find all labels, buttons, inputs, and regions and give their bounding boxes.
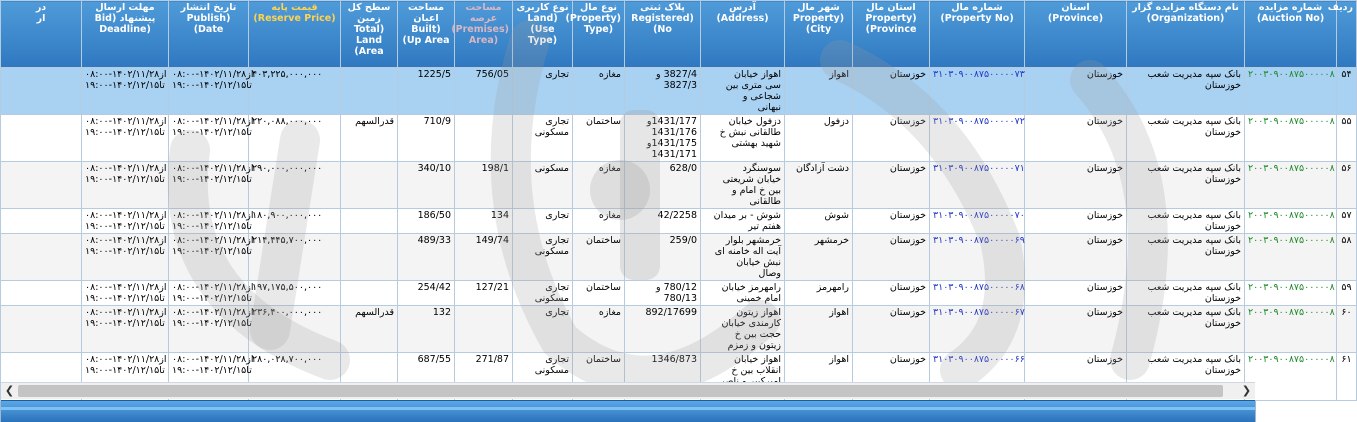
- cell-deadline: از۱۴۰۲/۱۱/۲۸-۰۸:۰۰ تا۱۴۰۲/۱۲/۱۵-۱۹:۰۰: [82, 115, 169, 162]
- cell-auction-no: ۲۰۰۳۰۹۰۰۸۷۵۰۰۰۰۰۸: [1245, 115, 1337, 162]
- horizontal-scrollbar[interactable]: [1, 382, 1255, 399]
- cell-land-use: تجاری: [513, 68, 573, 115]
- cell-premises-area: [455, 115, 513, 162]
- cell-registered-no: 1346/873: [625, 353, 701, 401]
- cell-property-no: ۳۱۰۳۰۹۰۰۸۷۵۰۰۰۰۰۶۸: [930, 281, 1025, 306]
- cell-deadline: از۱۴۰۲/۱۱/۲۸-۰۸:۰۰ تا۱۴۰۲/۱۲/۱۵-۱۹:۰۰: [82, 234, 169, 281]
- column-header-total-land-area: سطح کل زمین (Total Land Area): [341, 1, 398, 68]
- column-header-registered-no: پلاک ثبتی (Registered No): [625, 1, 701, 68]
- cell-property-no: ۳۱۰۳۰۹۰۰۸۷۵۰۰۰۰۰۷۳: [930, 68, 1025, 115]
- cell-address: شوش - بر میدان هفتم تیر: [701, 209, 785, 234]
- cell-publish-date: از۱۴۰۲/۱۱/۲۸-۰۸:۰۰ تا۱۴۰۲/۱۲/۱۵-۱۹:۰۰: [169, 115, 249, 162]
- cell-property-no: ۳۱۰۳۰۹۰۰۸۷۵۰۰۰۰۰۷۱: [930, 162, 1025, 209]
- cell-property-no: ۳۱۰۳۰۹۰۰۸۷۵۰۰۰۰۰۶۶: [930, 353, 1025, 401]
- cell-extra: [1, 209, 82, 234]
- cell-province: خوزستان: [1025, 234, 1127, 281]
- cell-deadline: از۱۴۰۲/۱۱/۲۸-۰۸:۰۰ تا۱۴۰۲/۱۲/۱۵-۱۹:۰۰: [82, 353, 169, 401]
- cell-publish-date: از۱۴۰۲/۱۱/۲۸-۰۸:۰۰ تا۱۴۰۲/۱۲/۱۵-۱۹:۰۰: [169, 209, 249, 234]
- cell-deadline: از۱۴۰۲/۱۱/۲۸-۰۸:۰۰ تا۱۴۰۲/۱۲/۱۵-۱۹:۰۰: [82, 306, 169, 353]
- scrollbar-thumb[interactable]: [18, 385, 1223, 397]
- cell-premises-area: 198/1: [455, 162, 513, 209]
- cell-province: خوزستان: [1025, 353, 1127, 401]
- cell-reserve-price: ۲۱۴,۴۴۵,۷۰۰,۰۰۰: [249, 234, 341, 281]
- cell-organization: بانک سپه مدیریت شعب خوزستان: [1127, 209, 1245, 234]
- cell-address: خرمشهر بلوار آیت اله خامنه ای نبش خیابان وصال: [701, 234, 785, 281]
- cell-radif: ۵۴: [1337, 68, 1357, 115]
- cell-radif: ۵۶: [1337, 162, 1357, 209]
- cell-property-province: خوزستان: [853, 281, 930, 306]
- cell-reserve-price: ۱۹۷,۱۷۵,۵۰۰,۰۰۰: [249, 281, 341, 306]
- cell-publish-date: از۱۴۰۲/۱۱/۲۸-۰۸:۰۰ تا۱۴۰۲/۱۲/۱۵-۱۹:۰۰: [169, 234, 249, 281]
- column-header-property-city: شهر مال (Property City): [785, 1, 853, 68]
- cell-address: اهواز خیابان سی متری بین شجاعی و نبهانی: [701, 68, 785, 115]
- cell-property-type: مغازه: [573, 306, 625, 353]
- cell-property-city: دشت آزادگان: [785, 162, 853, 209]
- cell-property-no: ۳۱۰۳۰۹۰۰۸۷۵۰۰۰۰۰۶۷: [930, 306, 1025, 353]
- cell-land-use: تجاری: [513, 209, 573, 234]
- cell-property-province: خوزستان: [853, 68, 930, 115]
- cell-land-use: تجاری مسکونی: [513, 115, 573, 162]
- cell-registered-no: 3827/4 و 3827/3: [625, 68, 701, 115]
- column-header-property-province: استان مال (Property Province): [853, 1, 930, 68]
- cell-built-up-area: 254/42: [398, 281, 455, 306]
- cell-premises-area: 127/21: [455, 281, 513, 306]
- cell-organization: بانک سپه مدیریت شعب خوزستان: [1127, 115, 1245, 162]
- cell-address: اهواز خیابان انقلاب بین خ: [701, 353, 785, 401]
- cell-extra: [1, 306, 82, 353]
- cell-built-up-area: 710/9: [398, 115, 455, 162]
- cell-built-up-area: 489/33: [398, 234, 455, 281]
- cell-property-type: مغازه: [573, 162, 625, 209]
- column-header-premises-area: مساحت عرصه (Premises) (Area: [455, 1, 513, 68]
- cell-auction-no: ۲۰۰۳۰۹۰۰۸۷۵۰۰۰۰۰۸: [1245, 234, 1337, 281]
- cell-property-province: خوزستان: [853, 353, 930, 401]
- table-row[interactable]: [1, 281, 1357, 306]
- cell-property-city: شوش: [785, 209, 853, 234]
- cell-organization: بانک سپه مدیریت شعب خوزستان: [1127, 353, 1245, 401]
- scrollbar-track[interactable]: [18, 385, 1238, 397]
- chevron-left-icon[interactable]: ❮: [4, 384, 15, 397]
- column-header-land-use: نوع کاربری (Land Use) (Type: [513, 1, 573, 68]
- cell-auction-no: ۲۰۰۳۰۹۰۰۸۷۵۰۰۰۰۰۸: [1245, 353, 1337, 401]
- table-row[interactable]: [1, 115, 1357, 162]
- cell-extra: [1, 68, 82, 115]
- cell-property-province: خوزستان: [853, 209, 930, 234]
- cell-built-up-area: 186/50: [398, 209, 455, 234]
- footer-divider: [1, 407, 1255, 410]
- cell-address: سوسنگرد خیابان شریعتی بین خ امام و طالقانی: [701, 162, 785, 209]
- cell-address: اهواز زیتون کارمندی خیابان حجت بین خ زیتون و زمزم: [701, 306, 785, 353]
- cell-publish-date: از۱۴۰۲/۱۱/۲۸-۰۸:۰۰ تا۱۴۰۲/۱۲/۱۵-۱۹:۰۰: [169, 68, 249, 115]
- table-row[interactable]: [1, 209, 1357, 234]
- cell-premises-area: 149/74: [455, 234, 513, 281]
- cell-property-city: خرمشهر: [785, 234, 853, 281]
- cell-deadline: از۱۴۰۲/۱۱/۲۸-۰۸:۰۰ تا۱۴۰۲/۱۲/۱۵-۱۹:۰۰: [82, 281, 169, 306]
- cell-auction-no: ۲۰۰۳۰۹۰۰۸۷۵۰۰۰۰۰۸: [1245, 306, 1337, 353]
- cell-reserve-price: ۱۸۰,۹۰۰,۰۰۰,۰۰۰: [249, 209, 341, 234]
- cell-extra: [1, 162, 82, 209]
- cell-auction-no: ۲۰۰۳۰۹۰۰۸۷۵۰۰۰۰۰۸: [1245, 68, 1337, 115]
- cell-land-use: تجاری: [513, 306, 573, 353]
- column-header-auction-no: شماره مزایده (Auction No): [1245, 1, 1337, 68]
- column-header-property-type: نوع مال (Property) (Type: [573, 1, 625, 68]
- cell-property-city: دزفول: [785, 115, 853, 162]
- cell-auction-no: ۲۰۰۳۰۹۰۰۸۷۵۰۰۰۰۰۸: [1245, 281, 1337, 306]
- cell-organization: بانک سپه مدیریت شعب خوزستان: [1127, 281, 1245, 306]
- cell-extra: [1, 281, 82, 306]
- cell-reserve-price: ۴۰۳,۲۲۵,۰۰۰,۰۰۰: [249, 68, 341, 115]
- cell-publish-date: از۱۴۰۲/۱۱/۲۸-۰۸:۰۰ تا۱۴۰۲/۱۲/۱۵-۱۹:۰۰: [169, 162, 249, 209]
- cell-registered-no: 892/17699: [625, 306, 701, 353]
- cell-premises-area: 271/87: [455, 353, 513, 401]
- cell-publish-date: از۱۴۰۲/۱۱/۲۸-۰۸:۰۰ تا۱۴۰۲/۱۲/۱۵-۱۹:۰۰: [169, 306, 249, 353]
- cell-radif: ۶۰: [1337, 306, 1357, 353]
- cell-property-type: ساختمان: [573, 115, 625, 162]
- cell-built-up-area: 1225/5: [398, 68, 455, 115]
- cell-radif: ۵۷: [1337, 209, 1357, 234]
- cell-organization: بانک سپه مدیریت شعب خوزستان: [1127, 162, 1245, 209]
- cell-province: خوزستان: [1025, 115, 1127, 162]
- cell-property-no: ۳۱۰۳۰۹۰۰۸۷۵۰۰۰۰۰۶۹: [930, 234, 1025, 281]
- column-header-publish-date: تاریخ انتشار (Publish Date): [169, 1, 249, 68]
- cell-property-city: اهواز: [785, 306, 853, 353]
- column-header-built-up-area: مساحت اعیان (Built Up Area): [398, 1, 455, 68]
- cell-property-type: ساختمان: [573, 234, 625, 281]
- table-row[interactable]: [1, 162, 1357, 209]
- cell-total-land-area: [341, 209, 398, 234]
- cell-radif: ۵۵: [1337, 115, 1357, 162]
- cell-auction-no: ۲۰۰۳۰۹۰۰۸۷۵۰۰۰۰۰۸: [1245, 162, 1337, 209]
- cell-registered-no: 1431/177و 1431/176 1431/175و 1431/171: [625, 115, 701, 162]
- cell-auction-no: ۲۰۰۳۰۹۰۰۸۷۵۰۰۰۰۰۸: [1245, 209, 1337, 234]
- cell-premises-area: 134: [455, 209, 513, 234]
- cell-registered-no: 780/12 و 780/13: [625, 281, 701, 306]
- column-header-extra: در ار: [1, 1, 82, 68]
- cell-publish-date: از۱۴۰۲/۱۱/۲۸-۰۸:۰۰ تا۱۴۰۲/۱۲/۱۵-۱۹:۰۰: [169, 281, 249, 306]
- cell-organization: بانک سپه مدیریت شعب خوزستان: [1127, 234, 1245, 281]
- cell-radif: ۵۸: [1337, 234, 1357, 281]
- chevron-right-icon[interactable]: ❯: [1241, 384, 1252, 397]
- column-header-province: استان (Province): [1025, 1, 1127, 68]
- cell-property-city: اهواز: [785, 68, 853, 115]
- column-header-reserve-price: قیمت پایه (Reserve Price): [249, 1, 341, 68]
- cell-total-land-area: [341, 234, 398, 281]
- cell-built-up-area: 132: [398, 306, 455, 353]
- cell-radif: ۵۹: [1337, 281, 1357, 306]
- cell-built-up-area: 340/10: [398, 162, 455, 209]
- cell-property-province: خوزستان: [853, 306, 930, 353]
- header-row: [1, 1, 1357, 68]
- cell-total-land-area: قدرالسهم: [341, 115, 398, 162]
- table-body: [1, 68, 1357, 401]
- cell-publish-date: از۱۴۰۲/۱۱/۲۸-۰۸:۰۰ تا۱۴۰۲/۱۲/۱۵-۱۹:۰۰: [169, 353, 249, 401]
- cell-reserve-price: ۲۸۰,۰۲۸,۷۰۰,۰۰۰: [249, 353, 341, 401]
- cell-deadline: از۱۴۰۲/۱۱/۲۸-۰۸:۰۰ تا۱۴۰۲/۱۲/۱۵-۱۹:۰۰: [82, 162, 169, 209]
- cell-reserve-price: ۲۳۶,۴۰۰,۰۰۰,۰۰۰: [249, 306, 341, 353]
- cell-property-type: ساختمان: [573, 281, 625, 306]
- cell-property-city: اهواز: [785, 353, 853, 401]
- table-row[interactable]: [1, 234, 1357, 281]
- cell-reserve-price: ۲۹۰,۰۰۰,۰۰۰,۰۰۰: [249, 162, 341, 209]
- footer-bar: [1, 400, 1255, 422]
- table-row[interactable]: [1, 306, 1357, 353]
- cell-address: دزفول خیابان طالقانی نبش خ شهید بهشتی: [701, 115, 785, 162]
- cell-radif: ۶۱: [1337, 353, 1357, 401]
- cell-total-land-area: قدرالسهم: [341, 306, 398, 353]
- column-header-property-no: شماره مال (Property No): [930, 1, 1025, 68]
- cell-registered-no: 259/0: [625, 234, 701, 281]
- cell-property-no: ۳۱۰۳۰۹۰۰۸۷۵۰۰۰۰۰۷۲: [930, 115, 1025, 162]
- cell-deadline: از۱۴۰۲/۱۱/۲۸-۰۸:۰۰ تا۱۴۰۲/۱۲/۱۵-۱۹:۰۰: [82, 209, 169, 234]
- cell-property-province: خوزستان: [853, 234, 930, 281]
- cell-organization: بانک سپه مدیریت شعب خوزستان: [1127, 306, 1245, 353]
- cell-premises-area: 756/05: [455, 68, 513, 115]
- cell-province: خوزستان: [1025, 281, 1127, 306]
- cell-property-city: رامهرمز: [785, 281, 853, 306]
- cell-premises-area: [455, 306, 513, 353]
- cell-land-use: مسکونی: [513, 162, 573, 209]
- cell-property-type: مغازه: [573, 209, 625, 234]
- cell-registered-no: 628/0: [625, 162, 701, 209]
- cell-reserve-price: ۲۲۰,۰۸۸,۰۰۰,۰۰۰: [249, 115, 341, 162]
- cell-land-use: تجاری مسکونی: [513, 353, 573, 401]
- column-header-deadline: مهلت ارسال پیشنهاد (Bid (Deadline: [82, 1, 169, 68]
- cell-built-up-area: 687/55: [398, 353, 455, 401]
- cell-property-type: ساختمان: [573, 353, 625, 401]
- cell-property-no: ۳۱۰۳۰۹۰۰۸۷۵۰۰۰۰۰۷۰: [930, 209, 1025, 234]
- cell-total-land-area: [341, 162, 398, 209]
- cell-province: خوزستان: [1025, 209, 1127, 234]
- cell-total-land-area: [341, 68, 398, 115]
- cell-province: خوزستان: [1025, 68, 1127, 115]
- cell-total-land-area: [341, 281, 398, 306]
- cell-province: خوزستان: [1025, 306, 1127, 353]
- cell-property-type: مغازه: [573, 68, 625, 115]
- cell-land-use: تجاری مسکونی: [513, 234, 573, 281]
- column-header-address: آدرس (Address): [701, 1, 785, 68]
- cell-property-province: خوزستان: [853, 162, 930, 209]
- cell-organization: بانک سپه مدیریت شعب خوزستان: [1127, 68, 1245, 115]
- column-header-organization: نام دستگاه مزایده گزار (Organization): [1127, 1, 1245, 68]
- cell-address: رامهرمز خیابان امام خمینی: [701, 281, 785, 306]
- cell-province: خوزستان: [1025, 162, 1127, 209]
- cell-deadline: از۱۴۰۲/۱۱/۲۸-۰۸:۰۰ تا۱۴۰۲/۱۲/۱۵-۱۹:۰۰: [82, 68, 169, 115]
- table-row[interactable]: [1, 68, 1357, 115]
- column-header-radif: ردیف: [1337, 1, 1357, 68]
- cell-registered-no: 42/2258: [625, 209, 701, 234]
- cell-land-use: تجاری مسکونی: [513, 281, 573, 306]
- cell-property-province: خوزستان: [853, 115, 930, 162]
- cell-extra: [1, 115, 82, 162]
- cell-extra: [1, 234, 82, 281]
